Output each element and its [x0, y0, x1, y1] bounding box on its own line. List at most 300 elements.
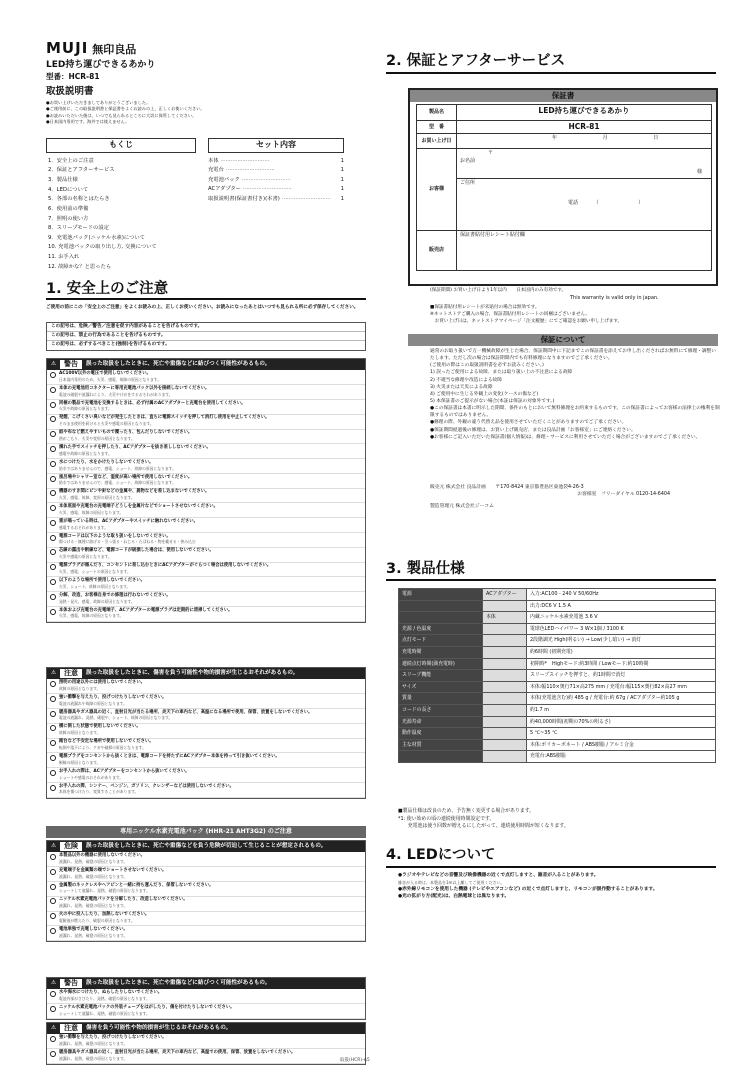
safety-item [47, 926, 365, 941]
prohibit-icon [50, 928, 56, 934]
safety-item-text [59, 1050, 295, 1063]
safety-item-text [59, 563, 271, 576]
spec-subkey [483, 681, 527, 693]
toc-item: 6．使用前の準備 [48, 205, 89, 212]
spec-subkey [483, 751, 527, 763]
safety-warning-box [46, 358, 366, 623]
warning-header [47, 978, 365, 989]
shop-field[interactable] [457, 231, 712, 271]
safety-item [47, 503, 365, 518]
prohibit-icon [50, 884, 56, 890]
safety-item [47, 415, 365, 430]
spec-subkey: 本体 [483, 612, 527, 624]
spec-key: 電源 [399, 589, 483, 601]
safety-item-text [59, 593, 171, 606]
model-label: 型 番 [417, 121, 457, 134]
safety-item-note: 電池の破裂や液漏れにより、火災やけがをするおそれがあります。 [59, 391, 173, 397]
safety-item-note: 液漏れ、発熱、破裂の原因となります。 [59, 903, 128, 909]
safety-item [47, 694, 365, 709]
danger-desc: 誤った取扱をしたときに、死亡や重傷などを負う危険が切迫して生じることが想定されるもの。 [86, 842, 327, 849]
safety-item-title: お手入れの際は、ACアダプターをコンセントから抜いてください。 [59, 768, 190, 774]
warranty-note: ■保証書貼付用レシートが未貼付の場合は無効です。 [430, 305, 540, 310]
section-warranty-title: 2. 保証とアフターサービス [386, 53, 566, 69]
safety-item-note: 転倒や落下により、ケガや破損の原因となります。 [59, 744, 146, 750]
safety-item [47, 753, 365, 768]
prohibit-icon [50, 755, 56, 761]
spec-value: 本体:ポリカーボネート / ABS樹脂 / アルミ合金 [527, 739, 716, 751]
spec-row [399, 704, 716, 716]
caution-tag: 注意 [60, 669, 82, 678]
caution-tag: 注意 [60, 1024, 82, 1033]
safety-intro: ご使用の前にこの「安全上のご注意」をよくお読みの上、正しくお使いください。お読みになったあとはいつでも見られる所に必ず保存してください。 [46, 305, 359, 310]
safety-item-text [59, 415, 269, 428]
safety-item-text [59, 724, 141, 737]
safety-item [47, 430, 365, 445]
led-item [398, 893, 716, 901]
section-spec-title: 3. 製品仕様 [386, 561, 465, 577]
safety-item-text [59, 460, 176, 473]
spec-value: 電球色LEDハイパワー 3 W×1個 / 3100 K [527, 623, 716, 635]
date-field[interactable] [457, 134, 712, 149]
tel-paren-left: （ [593, 200, 599, 207]
safety-item-title: 分解、改造、お客様自身での修理は行わないでください。 [59, 592, 171, 598]
footer-code: 取扱(HCR)-A5 [340, 1058, 370, 1063]
product-label: 製品名 [417, 105, 457, 121]
zip-mark: 〒 [488, 150, 494, 157]
safety-item [47, 474, 365, 489]
prohibit-icon [50, 490, 56, 496]
product-title: LED持ち運びできるあかり [46, 60, 156, 70]
spec-subkey [483, 658, 527, 670]
safety-item-title: 充電端子を金属類の端でショートさせないでください。 [59, 867, 167, 873]
section-divider [386, 866, 716, 868]
safety-item-title: 暖房器具やガス器具の近く、直射日光が当たる場所、炎天下の車内など、高温になる場所で使用、保管、放置をしないでください。 [59, 709, 313, 715]
safety-item-title: 火の中に投入したり、加熱しないでください。 [59, 912, 150, 918]
alert-icon: ⚠ [51, 360, 57, 367]
spec-subkey: ACアダプター [483, 589, 527, 601]
toc-title: もくじ [46, 138, 196, 153]
safety-item-note: 感電や故障の原因となります。 [59, 450, 112, 456]
warning-tag: 警告 [60, 360, 82, 369]
safety-item-text [59, 680, 145, 693]
set-item-name: 取扱説明書(保証書付き)(本書) [208, 195, 280, 202]
safety-item [47, 489, 365, 504]
spec-value: 初期時* Highモード:約3時間 / Lowモード:約10時間 [527, 658, 716, 670]
safety-item-text [59, 519, 198, 532]
manual-title: 取扱説明書 [46, 86, 94, 97]
safety-item-text [59, 371, 161, 384]
about-line: ●お客様にご記入いただいた保証書(個人情報)は、修理・サービスに利用させていただく場合がございますのでご了承ください。 [430, 434, 701, 440]
prohibit-icon [50, 740, 56, 746]
brand-jp: 無印良品 [92, 43, 137, 56]
safety-item-note: 本体を傷つけたり、変質することがあります。 [59, 789, 139, 795]
date-year: 年 [552, 135, 558, 142]
warranty-period-en: This warranty is valid only in japan. [570, 294, 659, 301]
safety-item [47, 867, 365, 882]
set-item-dots: ····························· [242, 186, 292, 193]
safety-item-title: 機器のすき間にピンや針などの金属や、異物などを差し込まないでください。 [59, 489, 210, 495]
danger-tag: 危険 [60, 842, 82, 851]
spec-key: 点灯モード [399, 635, 483, 647]
safety-item-note: 火災、感電、故障、変形の原因となります。 [59, 495, 135, 501]
safety-item-text [59, 754, 280, 767]
safety-item-title: 芯線の露出や断線など、電源コードが破損した場合は、使用しないでください。 [59, 548, 214, 554]
safety-item-title: 水や海水につけたり、ぬらしたりしないでください。 [59, 990, 163, 996]
caution-desc: 誤った取扱をしたときに、傷害を負う可能性や物的損害が生じるおそれがあるもの。 [86, 669, 299, 676]
prohibit-icon [50, 898, 56, 904]
seller-info [430, 484, 720, 511]
section-divider [386, 579, 716, 581]
legend-row: この記号は、禁止の行為であることを告げるものです。 [47, 332, 365, 341]
product-model: 型番：HCR-81 [46, 72, 100, 81]
date-label: お買い上げ日 [417, 134, 457, 149]
name-label: お名前 [460, 157, 476, 164]
spec-value: 約40,000時間(初期の70%の明るさ) [527, 716, 716, 728]
legend-row: この記号は、危険／警告／注意を促す内容があることを告げるものです。 [47, 323, 365, 332]
safety-item-text [59, 1035, 166, 1048]
safety-item-title: 電源プラグが傷んだり、コンセントに差し込むときにACアダプターがぐらつく場合は使用しないでください。 [59, 563, 272, 569]
alert-icon: ⚠ [51, 979, 57, 986]
spec-key: サイズ [399, 681, 483, 693]
safety-item-note: 感電するおそれがあります。 [59, 524, 109, 530]
set-list [208, 157, 344, 205]
safety-item [47, 518, 365, 533]
spec-key: スリープ機能 [399, 670, 483, 682]
spec-subkey [483, 600, 527, 612]
customer-field[interactable] [457, 149, 712, 231]
safety-item [47, 563, 365, 578]
safety-item-note: 防水ではありませんので、感電、ショート、故障の原因となります。 [59, 465, 176, 471]
safety-item-note: 故障の原因となります。 [59, 685, 101, 691]
set-item [208, 166, 344, 176]
spec-subkey [483, 739, 527, 751]
section-led-title: 4. LEDについて [386, 847, 496, 863]
spec-key [399, 751, 483, 763]
safety-item [47, 724, 365, 739]
intro-line: ●お買い上げいただきましてありがとうございました。 [46, 100, 151, 105]
safety-item-note: 液漏れ、発熱、破裂の原因となります。 [59, 1040, 128, 1046]
safety-item [47, 989, 365, 1004]
prohibit-icon [50, 854, 56, 860]
safety-item-note: 電池の液漏れ、発熱、破裂や、ショート、故障の原因となります。 [59, 715, 173, 721]
spec-row [399, 751, 716, 763]
toc-item: 11. お手入れ [48, 254, 80, 261]
safety-caution-box [46, 667, 366, 799]
safety-item-note: 火災や故障の原因となります。 [59, 406, 112, 412]
set-item-name: ACアダプター [208, 186, 241, 193]
safety-item-note: 電解液が燃えたり、破裂の原因となります。 [59, 917, 135, 923]
safety-item-note: 火災、感電、故障の原因となります。 [59, 509, 124, 515]
led-item-title: ●光の拡がり方(配光)は、白熱電球とは異なります。 [398, 894, 510, 900]
safety-item [47, 768, 365, 783]
safety-item-title: 濡れた手でスイッチを押したり、ACアダプターを抜き差ししないでください。 [59, 444, 211, 450]
brand-name: MUJI [46, 39, 89, 57]
safety-item-title: 雷が鳴っている時は、ACアダプターやスイッチに触れないでください。 [59, 518, 198, 524]
safety-item-note: 火災、感電、故障の原因となります。 [59, 613, 124, 619]
seller-line-2: お客様室 フリーダイヤル 0120-14-6404 [577, 492, 670, 498]
safety-item-title: 電池単独で充電しないでください。 [59, 926, 128, 932]
spec-row [399, 716, 716, 728]
safety-item-title: ニッケル水素充電池パックの外装チューブをはがしたり、傷を付けたりしないでください。 [59, 1004, 235, 1010]
led-notes [398, 872, 716, 901]
intro-line: ●ご使用前に、この取扱説明書と保証書をよくお読みの上、正しくお使いください。 [46, 106, 205, 112]
warranty-period [430, 288, 710, 302]
toc-item: 1．安全上のご注意 [48, 157, 94, 164]
spec-value: 充電台:ABS樹脂 [527, 751, 716, 763]
safety-item-text [59, 386, 209, 399]
prohibit-icon [50, 696, 56, 702]
spec-key: コードの長さ [399, 704, 483, 716]
safety-item-note: 電池内部がさびたり、発熱、破裂の原因となります。 [59, 995, 150, 1001]
prohibit-icon [50, 416, 56, 422]
intro-line: ●日本国内専用です。海外では使えません。 [46, 118, 130, 124]
address-label: ご住所 [457, 178, 711, 188]
caution-header [47, 1023, 365, 1034]
safety-item-text [59, 695, 166, 708]
spec-subkey [483, 635, 527, 647]
spec-subkey [483, 716, 527, 728]
spec-subkey [483, 623, 527, 635]
about-line: ●この保証書は本書に明示した期間、条件のもとにおいて無料修理をお約束するものです。この保証書によってお客様の法律上の権利を制限するものではありません。 [430, 406, 720, 419]
spec-key: 主な材質 [399, 739, 483, 751]
spec-subkey [483, 646, 527, 658]
model-value: HCR-81 [457, 121, 712, 134]
safety-item-note: 故障の原因となります。 [59, 730, 101, 736]
table-of-contents [46, 138, 196, 272]
safety-item-note: 発熱・発火、感電、故障の原因となります。 [59, 598, 135, 604]
spec-value: 本体:幅110×奥行71×高275 mm / 充電台:幅115×奥行82×高27 mm [527, 681, 716, 693]
safety-item-text [59, 912, 149, 925]
warning-desc: 誤った取扱をしたときに、死亡や重傷などに結びつく可能性があるもの。 [86, 979, 271, 986]
safety-item-text [59, 430, 192, 443]
warning-desc: 誤った取扱をしたときに、死亡や重傷などに結びつく可能性があるもの。 [86, 360, 271, 367]
prohibit-icon [50, 431, 56, 437]
battery-warning-box [46, 977, 366, 1020]
spec-value: 約1.7 m [527, 704, 716, 716]
spec-value: 入力:AC100 - 240 V 50/60Hz [527, 589, 716, 601]
safety-item-note: 日本国内専用のため、火災、感電、故障の原因となります。 [59, 376, 162, 382]
safety-item [47, 679, 365, 694]
safety-item-note: 液漏れ、発熱、破裂の原因となります。 [59, 873, 128, 879]
safety-item-title: 同梱の製品で充電池を交換するときは、必ず付属のACアダプターと充電台を使用してください。 [59, 400, 246, 406]
spec-key: 光源 / 色温度 [399, 623, 483, 635]
safety-item [47, 548, 365, 563]
about-warranty-title: 保証について [408, 334, 718, 346]
seller-line: 販売元 株式会社 良品計画 〒170-8424 東京都豊島区東池袋4-26-3 [430, 485, 584, 490]
toc-item: 9．充電池パック(ニッケル水素)について [48, 234, 145, 241]
safety-item [47, 577, 365, 592]
battery-danger-box [46, 840, 366, 942]
spec-key: 連続点灯時間(満充電時) [399, 658, 483, 670]
prohibit-icon [50, 505, 56, 511]
spec-value: 2段階調光 High(明るい) → Low(少し暗い) → 消灯 [527, 635, 716, 647]
safety-item [47, 370, 365, 385]
tel-label: 電話 [568, 200, 579, 207]
set-item-qty: 1 [340, 186, 344, 193]
set-item-qty: 1 [340, 157, 344, 164]
prohibit-icon [50, 711, 56, 717]
prohibit-icon [50, 594, 56, 600]
safety-item [47, 1049, 365, 1064]
date-month: 月 [602, 135, 608, 142]
toc-item: 5．各部の名称とはたらき [48, 196, 110, 203]
safety-item-text [59, 990, 162, 1003]
prohibit-icon [50, 461, 56, 467]
prohibit-icon [50, 785, 56, 791]
safety-item-text [59, 548, 214, 561]
safety-item-text [59, 475, 192, 488]
shop-label: 販売店 [417, 231, 457, 271]
spec-row [399, 612, 716, 624]
danger-header [47, 841, 365, 852]
date-day: 日 [653, 135, 659, 142]
set-item [208, 185, 344, 195]
prohibit-icon [50, 1051, 56, 1057]
safety-item-title: 横に倒した状態で使用しないでください。 [59, 724, 141, 730]
spec-row [399, 623, 716, 635]
toc-list [46, 157, 196, 273]
safety-item-text [59, 1005, 234, 1018]
spec-row [399, 681, 716, 693]
warning-header [47, 359, 365, 370]
spec-value: 本体(充電池含む)約 485 g / 充電台:約 67g / ACアダプター約105 g [527, 693, 716, 705]
spec-row [399, 600, 716, 612]
spec-key: 動作温度 [399, 728, 483, 740]
about-line: 4) ご使用中に生じる外観上の変化(ケースの傷など) [430, 391, 539, 397]
safety-item-note: 傷つける・無理に曲げる・引っ張る・ねじる・たばねる・物を載せる・挟み込む [59, 539, 196, 545]
warranty-table [416, 104, 712, 271]
safety-item-title: ニッケル水素充電池パックを分解したり、改造しないでください。 [59, 897, 188, 903]
set-item-name: 充電台 [208, 167, 224, 174]
set-item-dots: ····························· [220, 157, 270, 164]
set-item-qty: 1 [340, 167, 344, 174]
safety-item-text [59, 883, 213, 896]
safety-item-note: 液漏れ、発熱、破裂の原因となります。 [59, 858, 128, 864]
safety-item-title: AC100V以外の電圧で使用しないでください。 [59, 371, 151, 377]
safety-item [47, 709, 365, 724]
safety-item-title: 水につけたり、水をかけたりしないでください。 [59, 459, 154, 465]
prohibit-icon [50, 609, 56, 615]
safety-item-text [59, 769, 189, 782]
shop-note: 保証書貼付用レシート貼付欄 [460, 232, 525, 239]
spec-subkey [483, 704, 527, 716]
warranty-notes [430, 305, 720, 326]
set-item-qty: 1 [340, 195, 344, 202]
set-item-dots: ····························· [241, 176, 291, 183]
about-line: 1) 誤ったご使用による故障、または取り扱い上の不注意による故障 [430, 370, 573, 376]
safety-item [47, 1004, 365, 1019]
toc-item: 7．照明の使い方 [48, 215, 89, 222]
prohibit-icon [50, 372, 56, 378]
warranty-period-text: (保証期間) お買い上げ日より1年以内 日本国内のみ有効です。 [430, 288, 567, 293]
safety-item-note: 電池の液漏れや故障の原因となります。 [59, 700, 128, 706]
set-item [208, 157, 344, 167]
warranty-card-title: 保証書 [410, 90, 716, 102]
section-divider [46, 298, 366, 300]
safety-item [47, 592, 365, 607]
caution-desc: 傷害を負う可能性や物的損害が生じるおそれがあるもの。 [86, 1024, 232, 1031]
safety-item-title: 強い衝撃を与えたり、投げつけたりしないでください。 [59, 694, 167, 700]
toc-item: 10. 充電池パックの取り出し方, 交換について [48, 244, 157, 251]
set-item-dots: ····························· [225, 167, 275, 174]
warning-tag: 警告 [60, 979, 82, 988]
safety-item-text [59, 489, 209, 502]
set-contents [208, 138, 344, 204]
maker-line: 製造管理元 株式会社ジーコム [430, 504, 494, 510]
safety-item-note: 液漏れ、発熱、破裂の原因となります。 [59, 932, 128, 938]
safety-item-title: 風呂場やシャワー室など、湿度が高い場所で使用しないでください。 [59, 474, 193, 480]
intro-notes [46, 100, 306, 125]
toc-item: 2．保証とアフターサービス [48, 167, 115, 174]
safety-item [47, 459, 365, 474]
about-line: 3) 火災または天災による故障 [430, 384, 493, 390]
prohibit-icon [50, 520, 56, 526]
safety-item-title: 金属製のネックレスやヘアピンと一緒に持ち運んだり、保管しないでください。 [59, 882, 214, 888]
sama-label: 様 [696, 168, 702, 175]
safety-item-title: 踏台など不安定な場所で使用しないでください。 [59, 739, 154, 745]
led-item-title: ●赤外線リモコンを使用した機器 (テレビやエアコンなど) の近くで点灯しますと、リモコンが誤作動することがあります。 [398, 886, 658, 892]
prohibit-icon [50, 564, 56, 570]
safety-item-note: 液漏れ、発熱、破裂の原因となります。 [59, 1055, 128, 1061]
safety-item-note: ショートして液漏れ、発熱、破裂の原因となります。 [59, 1010, 150, 1016]
safety-item-note: 熱がこもり、火災や変形の原因となります。 [59, 435, 135, 441]
safety-item-text [59, 504, 218, 517]
spec-row [399, 728, 716, 740]
safety-item [47, 739, 365, 754]
safety-item-title: お手入れの際、シンナー、ベンジン、ガソリン、クレンザーなどは使用しないでください。 [59, 783, 234, 789]
set-item-name: 充電池パック [208, 176, 240, 183]
safety-item-title: 紙や布など燃えやすいもので覆ったり、包んだりしないでください。 [59, 430, 193, 436]
safety-item-title: 電源コードは以下のような取り扱いをしないでください。 [59, 533, 171, 539]
about-line: 通常のお取り扱いで万一機械故障が生じた場合、保証期間中に下記までこの保証書を添えてお申し出くださればお無料にて修理・調整いたします。ただし次の場合は保証期間内でも有料修理になりますのでご了承ください。 [430, 349, 716, 362]
battery-section-title: 専用ニッケル水素充電池パック (HHR-21 AHT3G2) のご注意 [46, 826, 366, 838]
safety-item [47, 783, 365, 798]
safety-item-note: 火災や感電の原因となります。 [59, 554, 112, 560]
spec-value: スリープスイッチを押すと、約1時間で消灯 [527, 670, 716, 682]
safety-item-title: 強い衝撃を与えたり、投げつけたりしないでください。 [59, 1035, 167, 1041]
prohibit-icon [50, 991, 56, 997]
spec-value: 5 ℃~35 ℃ [527, 728, 716, 740]
led-item [398, 872, 716, 886]
spec-value: 出力:DC6 V 1.5 A [527, 600, 716, 612]
intro-line: ●お読みいただいた後は、いつでも見られるところに大切に保管してください。 [46, 112, 197, 118]
set-item [208, 176, 344, 186]
alert-icon: ⚠ [51, 669, 57, 676]
safety-item-text [59, 608, 232, 621]
customer-label: お客様 [417, 149, 457, 231]
safety-item-text [59, 853, 145, 866]
about-line: ●保証期間経過後の修理は、お買い上げ販売店、または良品計画「お客様室」にご連絡ください。 [430, 427, 636, 433]
spec-row [399, 693, 716, 705]
safety-item [47, 882, 365, 897]
about-line: 2) 不適当な修理や改造による故障 [430, 377, 502, 383]
section-divider [386, 72, 716, 74]
spec-note: 充電池は使う回数が増えるにしたがって、連続使用時間が短くなります。 [398, 823, 569, 830]
safety-item-text [59, 739, 154, 752]
caution-header [47, 668, 365, 679]
prohibit-icon [50, 1006, 56, 1012]
safety-item-title: 暖房器具やガス器具の近く、直射日光が当たる場所、炎天下の車内など、高温での使用、保管、放置をしないでください。 [59, 1049, 296, 1055]
spec-subkey [483, 728, 527, 740]
safety-item [47, 444, 365, 459]
about-warranty-text [430, 348, 720, 441]
tel-paren-right: ） [638, 200, 644, 207]
spec-table [398, 588, 716, 763]
safety-item-text [59, 534, 196, 547]
prohibit-icon [50, 446, 56, 452]
safety-item-text [59, 784, 234, 797]
symbol-legend [46, 322, 366, 351]
